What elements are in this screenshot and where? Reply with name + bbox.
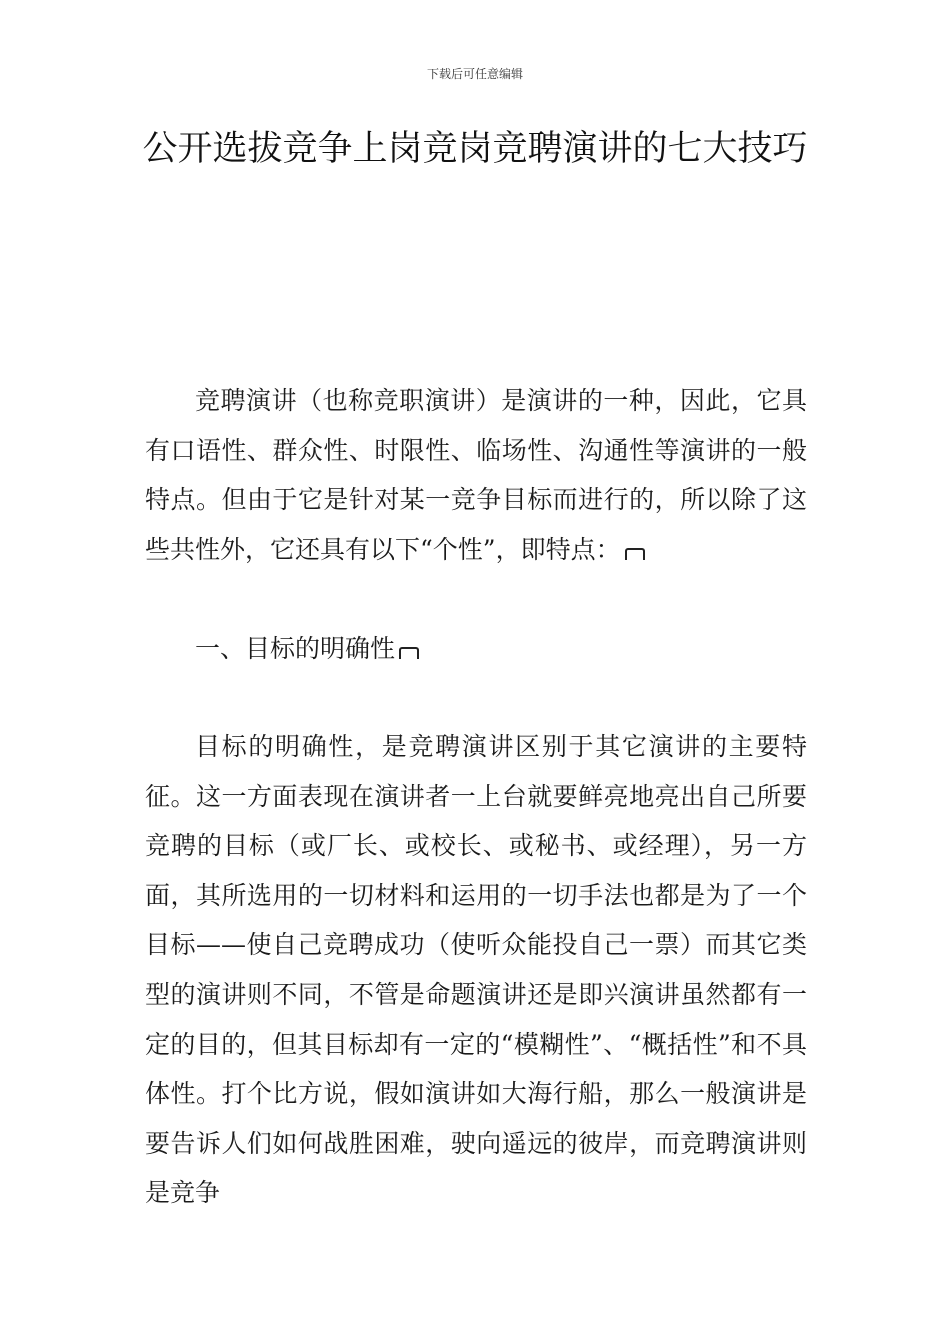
paragraph-mark-icon <box>623 546 645 560</box>
paragraph-target-clarity: 目标的明确性，是竞聘演讲区别于其它演讲的主要特征。这一方面表现在演讲者一上台就要鲜亮地亮出自己所要竞聘的目标（或厂长、或校长、或秘书、或经理），另一方面，其所选用的一切材料和运用的一切手法也都是为了一个目标——使自己竞聘成功（使听众能投自己一票）而其它类型的演讲则不同，不管是命题演讲还是即兴演讲虽然都有一定的目的，但其目标却有一定的“模糊性”、“概括性”和不具体性。打个比方说，假如演讲如大海行船，那么一般演讲是要告诉人们如何战胜困难，驶向遥远的彼岸，而竞聘演讲则是竞争 <box>145 732 807 1208</box>
paragraph-intro-text: 竞聘演讲（也称竞职演讲）是演讲的一种，因此，它具有口语性、群众性、时限性、临场性、沟通性等演讲的一般特点。但由于它是针对某一竞争目标而进行的，所以除了这些共性外，它还具有以下“个性”，即特点： <box>145 386 807 564</box>
section-heading <box>145 624 807 674</box>
page-header-note: 下载后可任意编辑 <box>426 67 523 81</box>
document-title: 公开选拔竞争上岗竞岗竞聘演讲的七大技巧 <box>142 129 808 169</box>
paragraph-intro <box>145 376 807 574</box>
paragraph-mark-icon <box>397 645 419 659</box>
section-heading-text: 一、目标的明确性 <box>195 634 396 663</box>
